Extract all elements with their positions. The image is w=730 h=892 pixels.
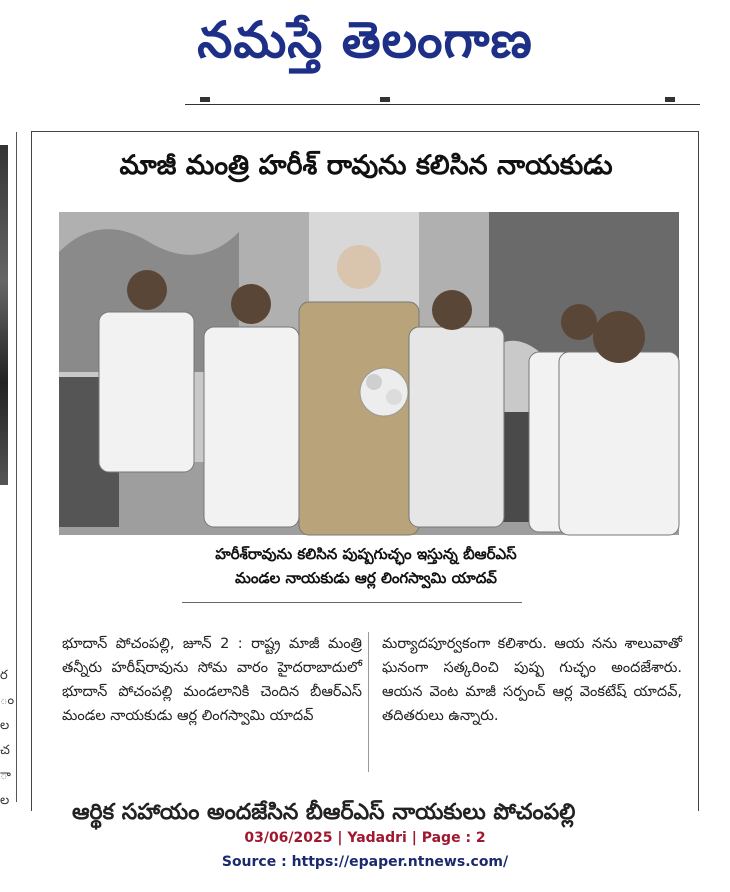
news-article <box>31 131 699 825</box>
rule-mark <box>380 97 390 102</box>
article-photo <box>59 212 679 535</box>
adjacent-text-fragment: ల <box>0 718 10 733</box>
adjacent-text-fragment: ా <box>0 768 11 783</box>
article-body-left: భూదాన్ పోచంపల్లి, జూన్ 2 : రాష్ట్ర మాజీ మంత్రి తన్నీరు హరీష్‌రావును సోమ వారం హైదరాబాదులో భూదాన్ పోచంపల్లి మండలానికి చెందిన బీఆర్ఎస్ మండల నాయకుడు ఆర్ల లింగస్వామి యాదవ్ <box>62 636 362 724</box>
photo-caption <box>32 542 700 590</box>
article-headline: మాజీ మంత్రి హరీశ్ రావును కలిసిన నాయకుడు <box>119 150 613 181</box>
source-line: Source : https://epaper.ntnews.com/ <box>221 854 509 870</box>
top-rule <box>185 104 700 105</box>
caption-line: మండల నాయకుడు ఆర్ల లింగస్వామి యాదవ్ <box>235 569 497 587</box>
newspaper-title: నమస్తే తెలంగాణ <box>197 11 533 69</box>
next-headline-fragment: ఆర్థిక సహాయం అందజేసిన బీఆర్ఎస్ నాయకులు పోచంపల్లి <box>72 800 576 825</box>
adjacent-photo-edge <box>0 145 8 485</box>
caption-line: హరీశ్‌రావును కలిసిన పుష్పగుచ్ఛం ఇస్తున్న బీఆర్ఎస్ <box>215 545 517 563</box>
rule-mark <box>200 97 210 102</box>
group-photo-illustration <box>59 212 679 535</box>
caption-underline <box>182 602 522 603</box>
article-body-right: మర్యాదపూర్వకంగా కలిశారు. ఆయ నను శాలువాతో ఘనంగా సత్కరించి పుష్ప గుచ్ఛం అందజేశారు. ఆయన వెంట మాజీ సర్పంచ్ ఆర్ల వెంకటేష్ యాదవ్, తదితరులు ఉన్నారు. <box>382 636 682 724</box>
masthead <box>0 0 730 80</box>
rule-mark <box>665 97 675 102</box>
adjacent-text-fragment: ర <box>0 668 8 683</box>
date-edition-line: 03/06/2025 | Yadadri | Page : 2 <box>244 830 486 846</box>
adjacent-text-fragment: చ <box>0 743 10 758</box>
adjacent-text-fragment: ల <box>0 793 10 808</box>
column-divider <box>368 632 369 772</box>
adjacent-text-fragment: ం <box>0 693 15 708</box>
page-footer <box>0 826 730 874</box>
